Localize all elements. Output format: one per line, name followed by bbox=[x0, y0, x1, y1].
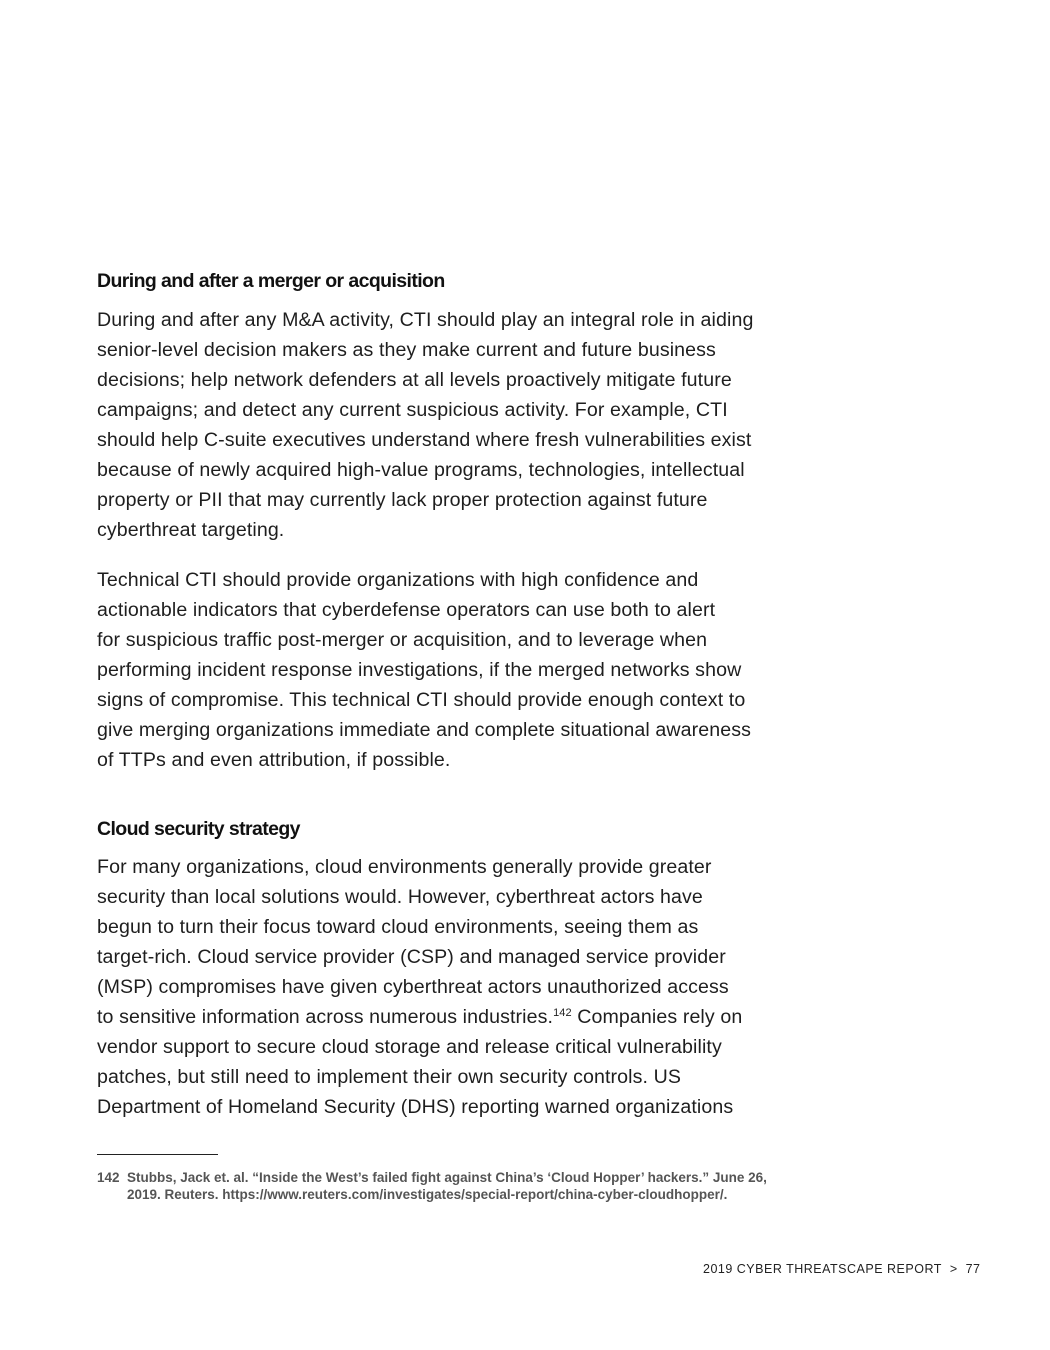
text-line: senior-level decision makers as they make current and future business bbox=[97, 339, 716, 361]
text-line: security than local solutions would. However, cyberthreat actors have bbox=[97, 886, 703, 908]
text-line: should help C-suite executives understand where fresh vulnerabilities exist bbox=[97, 429, 752, 451]
text-span: to sensitive information across numerous industries. bbox=[97, 1006, 554, 1028]
text-line: for suspicious traffic post-merger or acquisition, and to leverage when bbox=[97, 629, 708, 651]
text-line: patches, but still need to implement their own security controls. US bbox=[97, 1066, 681, 1088]
text-line: Department of Homeland Security (DHS) reporting warned organizations bbox=[97, 1096, 734, 1118]
footnote-text: 2019. Reuters. https://www.reuters.com/investigates/special-report/china-cyber-cloudhopper/. bbox=[127, 1187, 728, 1202]
text-line: property or PII that may currently lack proper protection against future bbox=[97, 489, 708, 511]
text-line: because of newly acquired high-value programs, technologies, intellectual bbox=[97, 459, 745, 481]
text-line bbox=[97, 1002, 742, 1032]
report-title: 2019 CYBER THREATSCAPE REPORT bbox=[703, 1262, 942, 1276]
page-footer bbox=[703, 1262, 981, 1276]
text-line: of TTPs and even attribution, if possible. bbox=[97, 749, 451, 771]
footnote-text: Stubbs, Jack et. al. “Inside the West’s failed fight against China’s ‘Cloud Hopper’ hackers.” June 26, bbox=[127, 1170, 767, 1185]
paragraph bbox=[97, 305, 753, 545]
paragraph bbox=[97, 852, 742, 1122]
text-line: actionable indicators that cyberdefense operators can use both to alert bbox=[97, 599, 716, 621]
section-heading: Cloud security strategy bbox=[97, 818, 300, 840]
text-line: performing incident response investigations, if the merged networks show bbox=[97, 659, 742, 681]
text-line: begun to turn their focus toward cloud environments, seeing them as bbox=[97, 916, 699, 938]
text-line: target-rich. Cloud service provider (CSP) and managed service provider bbox=[97, 946, 726, 968]
text-line: signs of compromise. This technical CTI should provide enough context to bbox=[97, 689, 746, 711]
text-line: vendor support to secure cloud storage and release critical vulnerability bbox=[97, 1036, 722, 1058]
text-line: cyberthreat targeting. bbox=[97, 519, 285, 541]
paragraph bbox=[97, 565, 751, 775]
text-line: Technical CTI should provide organizations with high confidence and bbox=[97, 569, 699, 591]
text-line: decisions; help network defenders at all levels proactively mitigate future bbox=[97, 369, 732, 391]
footnote-number: 142 bbox=[97, 1170, 120, 1185]
page-number: 77 bbox=[965, 1262, 981, 1276]
text-line: For many organizations, cloud environments generally provide greater bbox=[97, 856, 712, 878]
text-span: Companies rely on bbox=[571, 1006, 743, 1028]
separator: > bbox=[949, 1262, 958, 1276]
text-line: give merging organizations immediate and complete situational awareness bbox=[97, 719, 752, 741]
text-line: campaigns; and detect any current suspicious activity. For example, CTI bbox=[97, 399, 728, 421]
footnote-divider bbox=[97, 1154, 218, 1155]
footnote-reference[interactable]: 142 bbox=[553, 1007, 572, 1019]
text-line: During and after any M&A activity, CTI should play an integral role in aiding bbox=[97, 309, 754, 331]
text-line: (MSP) compromises have given cyberthreat actors unauthorized access bbox=[97, 976, 729, 998]
footnote bbox=[97, 1169, 767, 1203]
section-heading: During and after a merger or acquisition bbox=[97, 270, 445, 292]
